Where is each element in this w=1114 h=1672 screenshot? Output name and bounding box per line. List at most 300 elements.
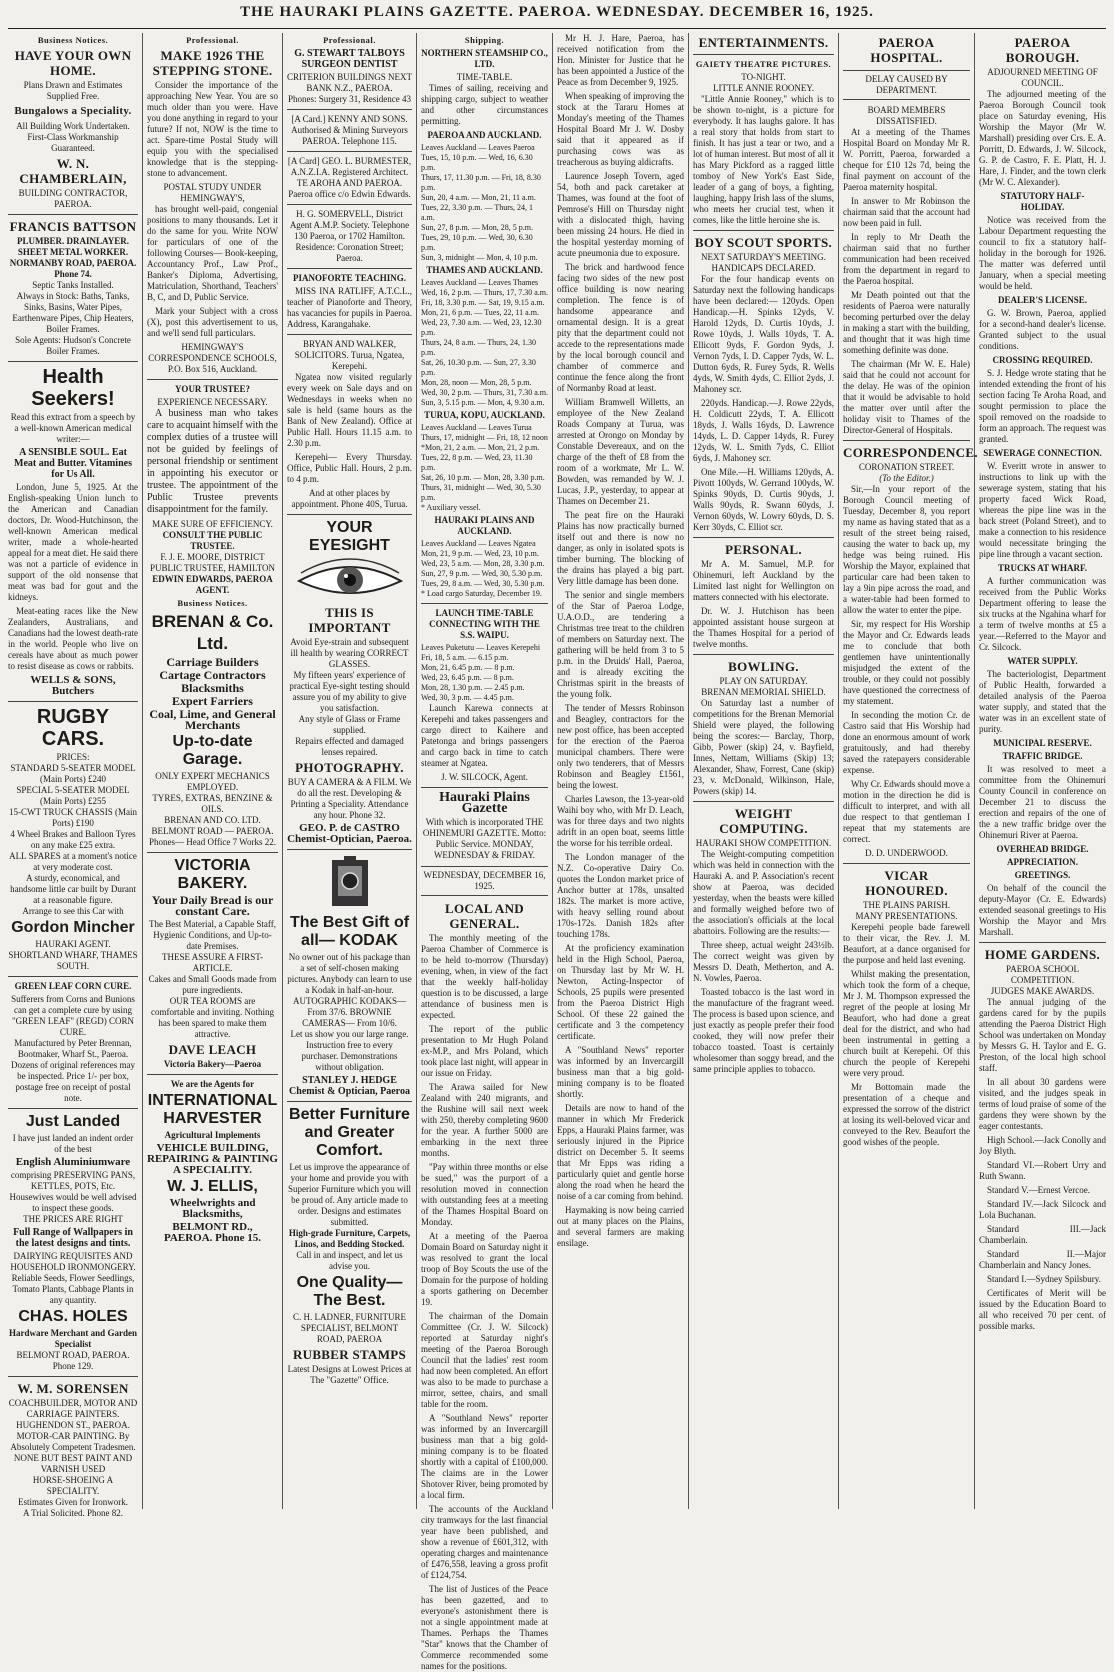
- article-paragraph: Laurence Joseph Tovern, aged 54, both and pack caretaker at Thames, was found at the foot of Pemrose's Hill on Thursday night with a dislocated thigh, having been missing 24 hours. He died in the hospital yesterday morning of acute pneumonia due to exposure.: [557, 171, 684, 258]
- article-paragraph: Mr H. J. Hare, Paeroa, has received notification from the Hon. Minister for Justice that he has been appointed a Justice of the Peace as from December 9, 1925.: [557, 33, 684, 87]
- article-paragraph: Whilst making the presentation, which took the form of a cheque, Mr J. M. Thompson expressed the regret of the people at losing Mr Beaufort, who had done a great deal for the district, and who had been instrumental in getting a church built at Kerepehi. Of this church the people of Kerepehi were very proud.: [843, 969, 970, 1078]
- ad-text: Arrange to see this Car with: [22, 906, 124, 916]
- timetable-row: Tues, 29, 8 a.m. — Wed, 30, 5.30 p.m.: [421, 579, 545, 588]
- ad-headline: WELLS & SONS, Butchers: [30, 674, 116, 697]
- article-paragraph: "Pay within three months or else be sued," was the purport of a resolution moved in connection with outstanding fees at a meeting of the Thames Hospital Board on Monday.: [421, 1162, 548, 1227]
- subheading: (To the Editor.): [879, 473, 934, 483]
- ad-text: Consider the importance of the approaching New Year. You are so much older than you were. Have you done anything in regard to your future? If not, NOW is the time to act. Spare-time Postal Study will equip you with the specialised knowledge that is the stepping-stone to advancement.: [147, 80, 278, 178]
- ad-text: Septic Tanks Installed.: [32, 280, 114, 290]
- divider: [693, 230, 834, 231]
- ad-headline: PHOTOGRAPHY.: [295, 760, 404, 775]
- ad-text: J. W. SILCOCK, Agent.: [441, 772, 528, 782]
- divider: [979, 942, 1106, 943]
- section-label: Business Notices.: [37, 35, 109, 45]
- ad-headline: W. M. SORENSEN: [17, 1381, 129, 1396]
- article-paragraph: Haymaking is now being carried out at many places on the Plains, and several farmers are making ensilage.: [557, 1205, 684, 1248]
- section-heading: CORRESPONDENCE.: [843, 445, 978, 460]
- ad-text: Ngatea now visited regularly every week on Sale days and on Wednesdays in weeks when no sale is held (same hours as the Bank of New Zealand). Office at Public Hall. Hours 11.15 a.m. to 2.30 p.m.: [287, 372, 412, 448]
- timetable-row: Leaves Auckland — Leaves Turua: [421, 423, 532, 432]
- ad-headline: Up-to-date Garage.: [172, 733, 253, 768]
- divider: [421, 787, 548, 788]
- article-paragraph: The monthly meeting of the Paeroa Chamber of Commerce is to be held to-morrow (Thursday) evening, when, in view of the fact that the weekly half-holiday question is to be discussed, a large attendance of business men is expected.: [421, 933, 548, 1020]
- ad-text: Wheelwrights and Blacksmiths,: [169, 1197, 256, 1220]
- timetable-row: Mon, 21, 9 p.m. — Wed, 23, 10 p.m.: [421, 549, 539, 558]
- ad-text: ONLY EXPERT MECHANICS EMPLOYED.: [155, 771, 270, 792]
- ad-headline: INTERNATIONAL HARVESTER: [147, 1092, 278, 1127]
- subheading: DEALER'S LICENSE.: [997, 295, 1088, 305]
- ad-text: Repairs effected and damaged lenses repaired.: [295, 736, 404, 757]
- ad-headline: PIANOFORTE TEACHING.: [292, 273, 407, 283]
- ad-text: HORSE-SHOEING A SPECIALITY.: [32, 1475, 114, 1496]
- subheading: WATER SUPPLY.: [1007, 656, 1078, 666]
- divider: [8, 214, 138, 215]
- article-paragraph: A further communication was received from the Public Works Department offering to lease the six trucks at the Ngahina wharf for a term of twelve months at £5 a year.—Referred to the Mayor and Cr. Silcock.: [979, 576, 1106, 652]
- article-paragraph: The bacteriologist, Department of Public Health, forwarded a detailed analysis of the Paeroa water supply, and stated that the water was in an excellent state of purity.: [979, 669, 1106, 734]
- subheading: CORONATION STREET.: [858, 462, 955, 472]
- ad-headline: VICTORIA BAKERY.: [174, 857, 251, 892]
- timetable-row: Sun, 20, 4 a.m. — Mon, 21, 11 a.m.: [421, 193, 536, 202]
- subheading: PAEROA SCHOOL COMPETITION.: [1006, 964, 1079, 985]
- divider: [147, 1074, 278, 1075]
- ad-headline: MAKE 1926 THE STEPPING STONE.: [152, 48, 273, 78]
- ad-headline: Just Landed: [25, 1113, 121, 1130]
- ad-headline: Health Seekers!: [31, 366, 115, 410]
- ad-text: Agricultural Implements: [164, 1130, 261, 1140]
- ad-text: Victoria Bakery—Paeroa: [163, 1059, 262, 1069]
- article-paragraph: The peat fire on the Hauraki Plains has now practically burned itself out and there is now no danger, as only in isolated spots is timber burning. The blocking of the drains has played a big part. Very little damage has been done.: [557, 510, 684, 586]
- article-paragraph: Mr A. M. Samuel, M.P. for Ohinemuri, left Auckland by the Limited last night for Wellington on matters connected with his electorate.: [693, 559, 834, 602]
- ad-text: CONSULT THE PUBLIC TRUSTEE.: [162, 530, 263, 551]
- subheading: TO-NIGHT.: [741, 72, 786, 82]
- article-paragraph: "Little Annie Rooney," which is to be shown to-night, is a picture for everybody. It has laughs galore. It has a real story that holds from start to finish. It has just a tear or two, and a lot of human interest. But most of all it has Mary Pickford as a ragged little tomboy of New York's East Side, leader of a gang of boys, a fighting, laughing, happy Irish lass of the slums, who meets her crucial test, when it comes, like the little heroine she is.: [693, 94, 834, 225]
- ad-text: EDWIN EDWARDS, PAEROA AGENT.: [152, 574, 273, 595]
- article-paragraph: In all about 30 gardens were visited, and the judges speak in terms of loud praise of some of the gardens they were shown by the eager contestants.: [979, 1077, 1106, 1131]
- column-borough: [974, 33, 1110, 1509]
- divider: [287, 109, 412, 110]
- divider: [8, 701, 138, 702]
- ad-headline: One Quality—The Best.: [296, 1274, 403, 1309]
- ad-headline: YOUR TRUSTEE?: [174, 384, 251, 394]
- subheading: ADJOURNED MEETING OF COUNCIL.: [987, 67, 1098, 88]
- subheading: HANDICAPS DECLARED.: [711, 263, 816, 273]
- ad-headline: HAURAKI PLAINS AND AUCKLAND.: [434, 515, 535, 536]
- column-business-notices: [4, 33, 142, 1518]
- masthead-rule: [8, 28, 1106, 29]
- subheading: CROSSING REQUIRED.: [992, 355, 1093, 365]
- section-label: Shipping.: [464, 35, 505, 45]
- ad-headline: BRENAN & Co. Ltd.: [151, 612, 274, 653]
- article-paragraph: Notice was received from the Labour Department requesting the council to fix a statutory half-holiday in the borough for 1926. The matter was deferred until January, when a special meeting would be held.: [979, 215, 1106, 291]
- subheading: STATUTORY HALF-HOLIDAY.: [1000, 191, 1085, 212]
- ad-text: Always in Stock: Baths, Tanks, Sinks, Basins, Water Pipes, Earthenware Pipes, Chip Heaters, Boiler Frames.: [12, 291, 134, 334]
- ad-text: My fifteen years' experience of practical Eye-sight testing should assure you of my ability to give you satisfaction.: [289, 670, 410, 713]
- section-heading: PERSONAL.: [725, 542, 802, 557]
- ad-text: BELMONT RD., PAEROA. Phone 15.: [164, 1221, 261, 1244]
- article-paragraph: W. Everitt wrote in answer to instructions to link up with the sewerage system, stating that his property faced Wick Road, whereas the pipe line was in the back street (Poland Street), and to make a connection to his residence would necessitate bringing the pipe line through a vacant section.: [979, 461, 1106, 559]
- ad-text: MISS INA RATLIFF, A.T.C.L., teacher of Pianoforte and Theory, has vacancies for pupils in Paeroa. Address, Karangahake.: [287, 286, 412, 329]
- timetable-row: Sun, 27, 8 p.m. — Mon, 28, 5 p.m.: [421, 223, 534, 232]
- divider: [8, 361, 138, 362]
- column-professional: [142, 33, 282, 1509]
- ad-headline: TURUA, KOPU, AUCKLAND.: [424, 410, 545, 420]
- ad-headline: FRANCIS BATTSON: [9, 219, 137, 234]
- subheading: PLAY ON SATURDAY.: [719, 676, 808, 686]
- article-paragraph: On Saturday last a number of competitions for the Brenan Memorial Shield were played, the following being the scores:— Barclay, Thorp, Gibb, Power (skip) 24, v. Bayfield, Innes, Nettam, Williams (Skip) 13; Alexander, Shaw, Forrest, Cane (skip) 23, v. McDonald, Wilkinson, Hale, Powers (skip) 14.: [693, 698, 834, 796]
- subheading: GREETINGS.: [1014, 870, 1071, 880]
- timetable-row: Thurs, 24, 8 a.m. — Thurs, 24, 1.30 p.m.: [421, 338, 536, 357]
- subheading: BOARD MEMBERS DISSATISFIED.: [867, 105, 946, 126]
- article-paragraph: Sir,—In your report of the Borough Council meeting of Tuesday, December 8, you report my name as having stated that as a result of the street being raised, causing the water to back up, my hedge was being ruined. His Worship the Mayor, explained that particular care had been taken to lay a 9in pipe across the road, and a water-table had been formed to allow the water to enter the pipe.: [843, 484, 970, 615]
- subheading: TRUCKS AT WHARF.: [998, 563, 1087, 573]
- ad-text: EXPERIENCE NECESSARY.: [157, 397, 268, 407]
- ad-text: Blacksmiths: [181, 681, 244, 695]
- timetable-row: Thurs, 31, midnight — Wed, 30, 5.30 p.m.: [421, 483, 541, 502]
- subheading: MANY PRESENTATIONS.: [855, 911, 958, 921]
- gazette-motto: With which is incorporated THE OHINEMURI GAZETTE. Motto: Public Service. MONDAY, WEDNESDAY & FRIDAY.: [422, 817, 547, 860]
- article-paragraph: In reply to Mr Death the chairman said that no further communication had been received from the department in regard to the Paeroa hospital.: [843, 232, 970, 286]
- list-item: Standard VI.—Robert Urry and Ruth Swann.: [979, 1160, 1106, 1181]
- eye-icon: [295, 559, 405, 601]
- article-paragraph: Why Cr. Edwards should move a motion in the direction he did is difficult to interpret, and with all due respect to that gentleman I repeat that my statements are correct.: [843, 779, 970, 844]
- divider: [693, 654, 834, 655]
- divider: [147, 852, 278, 853]
- divider: [843, 440, 970, 441]
- timetable-row: Wed, 23, 6.45 p.m. — 8 p.m.: [421, 673, 514, 682]
- ad-text: PRICES:: [56, 752, 90, 762]
- subheading: HAURAKI SHOW COMPETITION.: [695, 838, 832, 848]
- subheading: MUNICIPAL RESERVE.: [993, 738, 1092, 748]
- timetable-row: Leaves Auckland — Leaves Ngatea: [421, 539, 536, 548]
- divider: [287, 849, 412, 850]
- ad-text: MOTOR-CAR PAINTING. By Absolutely Competent Tradesmen.: [10, 1431, 136, 1452]
- ad-text: BELMONT ROAD, PAEROA. Phone 129.: [16, 1350, 130, 1371]
- ad-text: THE PRICES ARE RIGHT: [23, 1214, 123, 1224]
- ad-text: ALL SPARES at a moment's notice at very moderate cost.: [9, 851, 137, 872]
- article-paragraph: The Weight-computing competition which was held in connection with the Hauraki A. and P. Association's recent show at Paeroa, was decided yesterday, when the beasts were killed and formally weighed before two of the association's officials at the local abattoirs. Following are the results:—: [693, 849, 834, 936]
- subheading: APPRECIATION.: [1006, 857, 1079, 867]
- subheading: DELAY CAUSED BY DEPARTMENT.: [843, 70, 970, 100]
- divider: [8, 976, 138, 977]
- ad-text: VEHICLE BUILDING, REPAIRING & PAINTING A SPECIALITY.: [147, 1142, 278, 1176]
- timetable-row: Sun, 3, 5.15 p.m. — Mon, 4, 9.30 a.m.: [421, 398, 545, 407]
- ad-text: 15-CWT TRUCK CHASSIS (Main Ports) £190: [9, 807, 137, 828]
- timetable-row: *Mon, 21, 2 a.m. — Mon, 21, 2 p.m.: [421, 443, 540, 452]
- divider: [287, 268, 412, 269]
- ad-text: A business man who takes care to acquaint himself with the complex duties of a trustee will not be guided by feelings of personal friendship or sentiment in appointing his executor or trustee. The appointment of the Public Trustee prevents disappointment for the family.: [147, 408, 278, 515]
- ad-text: comprising PRESERVING PANS, KETTLES, POTS, Etc. Housewives would be well advised to inspect these goods.: [9, 1170, 137, 1213]
- timetable-row: Mon, 28, noon — Mon, 28, 5 p.m.: [421, 378, 532, 387]
- article-paragraph: 220yds. Handicap.—J. Rowe 22yds, H. Coldicutt 22yds, T. A. Ellicott 18yds, J. Walls 16yds, D. Lawrence 14yds, L. D. Capper 14yds, R. Furey 12yds, W. L. Smith 7yds, C. Elliot 6yds, J. Mahoney scr.: [693, 398, 834, 463]
- list-item: Standard I.—Sydney Spilsbury.: [987, 1274, 1101, 1284]
- divider: [8, 1376, 138, 1377]
- section-label: Professional.: [186, 35, 239, 45]
- ad-text: H. G. SOMERVELL, District Agent A.M.P. Society. Telephone 130 Paeroa, or 1702 Hamilton. Residence: Coronation Street; Paeroa.: [289, 209, 410, 263]
- article-paragraph: A "Southland News" reporter was informed by an Invercargill business man that a big gold-mining company is to be floated shortly.: [557, 1045, 684, 1099]
- ad-headline: LAUNCH TIME-TABLE CONNECTING WITH THE S.S. WAIPU.: [429, 608, 540, 640]
- article-paragraph: It was resolved to meet a committee from the Ohinemuri County Council in conference on December 21 to discuss the erection and repairs of the one of the a new traffic bridge over the Ohinemuri River at Paeroa.: [979, 764, 1106, 840]
- section-heading: PAEROA BOROUGH.: [1005, 35, 1080, 65]
- article-paragraph: At a meeting of the Thames Hospital Board on Monday Mr R. W. Porritt, Paeroa, forwarded a cheque for £10 12s 7d, being the final payment on account of the Paeroa maternity hospital.: [843, 127, 970, 192]
- section-heading: LOCAL AND GENERAL.: [445, 901, 524, 931]
- ad-text: A Trial Solicited. Phone 82.: [22, 1508, 123, 1518]
- article-paragraph: For the four handicap events on Saturday next the following handicaps have been declared:— 120yds. Open Handicap.—H. Spinks 12yds, V. Harold 12yds, D. Curtis 10yds, J. Rowe 10yds, J. Walls 10yds, T. A. Ellicott 9yds, F. Gordon 9yds, J. Vernon 7yds, I. D. Capper 7yds, W. L. Dutton 6yds, R. Furey 5yds, R. Wells 4yds, W. Smith 4yds, C. Elliot 2yds, J. Mahoney scr.: [693, 274, 834, 394]
- timetable-row: Sat, 26, 10 p.m. — Mon, 28, 3.30 p.m.: [421, 473, 545, 482]
- article-paragraph: Mr Death pointed out that the residents of Paeroa were naturally becoming perturbed over the delay in making a start with the building, and thought that it was high time something definite was done.: [843, 290, 970, 355]
- ad-text: Cartage Contractors: [159, 668, 266, 682]
- ad-text: We are the Agents for: [170, 1079, 255, 1089]
- ad-text: London, June 5, 1925. At the English-speaking Union lunch to the American and Canadian doctors, Dr. Wood-Hutchinson, the well-known American medical writer, made a whole-hearted appeal for a meat diet. He said there was not a particle of evidence in support of the old nonsense that meat was bad for gout and the kidneys.: [8, 482, 138, 602]
- ad-text: Launch Karewa connects at Kerepehi and takes passengers and cargo direct to Kaihere and Patetonga and brings passengers and cargo back in time to catch steamer at Ngatea.: [421, 703, 548, 768]
- ad-text: Mark your Subject with a cross (X), post this advertisement to us, and we'll send full particulars.: [147, 306, 278, 338]
- list-item: High School.—Jack Conolly and Joy Blyth.: [979, 1135, 1106, 1156]
- subheading: THE PLAINS PARISH.: [863, 900, 950, 910]
- ad-text: Call in and inspect, and let us advise you.: [296, 1250, 403, 1271]
- timetable-row: Tues, 29, 10 p.m. — Wed, 30, 6.30 p.m.: [421, 233, 533, 252]
- article-paragraph: S. J. Hedge wrote stating that he intended extending the front of his section facing Te Aroha Road, and sought permission to place the spoil removed on the roadside to form an approach. The request was granted.: [979, 368, 1106, 444]
- divider: [147, 379, 278, 380]
- ad-text: COACHBUILDER, MOTOR AND CARRIAGE PAINTERS. HUGHENDON ST., PAEROA.: [8, 1398, 138, 1430]
- ad-text: BUILDING CONTRACTOR, PAEROA.: [18, 188, 128, 209]
- ad-text: PLUMBER. DRAINLAYER. SHEET METAL WORKER. NORMANBY ROAD, PAEROA. Phone 74.: [9, 236, 137, 279]
- section-heading: WEIGHT COMPUTING.: [719, 806, 808, 836]
- ad-text: NONE BUT BEST PAINT AND VARNISH USED: [13, 1453, 133, 1474]
- article-paragraph: Sir, my respect for His Worship the Mayor and Cr. Edwards leads me to conclude that both gentlemen have unintentionally misjudged the extent of the trouble, or they could not possibly have questioned the correctness of my statement.: [843, 619, 970, 706]
- timetable-row: Thurs, 17, 11.30 p.m. — Fri, 18, 8.30 p.m.: [421, 173, 541, 192]
- ad-headline: Bungalows a Speciality.: [14, 105, 132, 117]
- ad-headline: Full Range of Wallpapers in the latest designs and tints.: [13, 1227, 133, 1249]
- ad-text: Let us show you our large range. Instruction free to every purchaser. Demonstrations without obligation.: [290, 1029, 409, 1072]
- ad-text: Kerepehi— Every Thursday. Office, Public Hall. Hours, 2 p.m. to 4 p.m.: [287, 452, 412, 484]
- ad-text: Meat-eating races like the New Zealanders, Australians, and Canadians had the lowest death-rate in the world. People who live on cereals have about as much power to resist disease as cows or rabbits.: [8, 606, 138, 671]
- divider: [693, 54, 834, 55]
- issue-date: WEDNESDAY, DECEMBER 16, 1925.: [421, 866, 548, 896]
- ad-text: BUY A CAMERA & A FILM. We do all the rest. Developing & Printing a Speciality. Attendance any hour. Phone 32.: [287, 777, 412, 820]
- article-paragraph: Three sheep, actual weight 243½lb. The correct weight was given by Messrs D. Death, Metherton, and A. N. Vowles, Paeroa.: [693, 940, 834, 983]
- ad-text: Estimates Given for Ironwork.: [18, 1497, 128, 1507]
- ad-text: I have just landed an indent order of the best: [12, 1133, 134, 1154]
- divider: [693, 801, 834, 802]
- subheading: SEWERAGE CONNECTION.: [983, 448, 1102, 458]
- list-item: Standard V.—Ernest Vercoe.: [987, 1185, 1090, 1195]
- ad-headline: G. STEWART TALBOYS SURGEON DENTIST: [294, 48, 405, 70]
- timetable-row: Leaves Puketutu — Leaves Kerepehi: [421, 643, 541, 652]
- divider: [287, 1101, 412, 1102]
- ad-text: No owner out of his package than a set of self-chosen making pictures. Anybody can learn to use a Kodak in half-an-hour.: [287, 952, 412, 995]
- ad-headline: GREEN LEAF CORN CURE.: [14, 981, 132, 991]
- ad-text: Let us improve the appearance of your home and provide you with Superior Furniture which you will be proud of. Any article made to order. Designs and estimates submitted.: [288, 1162, 411, 1227]
- subheading: LITTLE ANNIE ROONEY.: [712, 83, 815, 93]
- ad-headline: STANLEY J. HEDGE Chemist & Optician, Paeroa: [289, 1075, 410, 1097]
- ad-headline: THAMES AND AUCKLAND.: [426, 265, 543, 275]
- divider: [421, 603, 548, 604]
- article-paragraph: The adjourned meeting of the Paeroa Borough Council took place on Saturday evening, His Worship the Mayor (Mr W. Marshall) presiding over Crs. E. A. Porritt, D. Edwards, J. W. Silcock, G. P. de Castro, F. E. Platt, H. J. Hare, J. Finder, and the town clerk (Mr W. C. Alexander).: [979, 89, 1106, 187]
- list-item: Standard IV.—Jack Silcock and Lola Buchanan.: [979, 1199, 1106, 1220]
- ad-text: High-grade Furniture, Carpets, Linos, and Bedding Stocked.: [288, 1228, 411, 1249]
- subheading: OVERHEAD BRIDGE.: [996, 844, 1089, 854]
- ad-text: C. H. LADNER, FURNITURE SPECIALIST, BELMONT ROAD, PAEROA: [292, 1312, 406, 1344]
- ad-text: Phones— Head Office 7 Works 22.: [149, 837, 276, 847]
- ad-text: THESE ASSURE A FIRST-ARTICLE.: [162, 952, 263, 973]
- ad-text: Carriage Builders: [166, 655, 259, 669]
- ad-text: SPECIAL 5-SEATER MODEL (Main Ports) £255: [16, 785, 130, 806]
- ad-headline: Gordon Mincher: [11, 919, 135, 936]
- article-paragraph: In answer to Mr Robinson the chairman said that the account had now been paid in full.: [843, 196, 970, 228]
- article-paragraph: The annual judging of the gardens cared for by the pupils attending the Paeroa District High School was undertaken on Monday by Messrs G. H. Taylor and E. G. Preston, of the local high school staff.: [979, 997, 1106, 1073]
- ad-text: A sturdy, economical, and handsome little car built by Durant at a reasonable figure.: [10, 873, 136, 905]
- article-paragraph: William Bramwell Willetts, an employee of the New Zealand Roads Company at Turua, was arrested at Orongo on Monday by Constable Devereaux, and on the charge of the theft of £8 from the room of a workmate, Mr L. W. Bowden, was remanded by W. J. Lucas, J.P., yesterday, to appear at Thames on December 21.: [557, 397, 684, 506]
- ad-text: has brought well-paid, congenial positions to many thousands. Let it do the same for you. Write NOW for particulars of one of the following Courses— Book-keeping, Accountancy Prof., Law Prof., Banker's Diploma, Advertising, Matriculation, Shorthand, Teachers' B, C, and D, Public Service.: [147, 204, 278, 302]
- ad-text: CRITERION BUILDINGS NEXT BANK N.Z., PAEROA.: [287, 72, 412, 93]
- column-local-news: [552, 33, 688, 1509]
- article-paragraph: The list of Justices of the Peace has been gazetted, and to everyone's astonishment there is not a single appointment made at Thames. Perhaps the Thames "Star" knows that the Chamber of Commerce recommended some names for the positions.: [421, 1584, 548, 1671]
- ad-headline: RUBBER STAMPS: [292, 1347, 407, 1362]
- article-paragraph: G. W. Brown, Paeroa, applied for a second-hand dealer's license. Granted subject to the usual conditions.: [979, 308, 1106, 351]
- section-heading: BOWLING.: [728, 659, 799, 674]
- section-heading: BOY SCOUT SPORTS.: [694, 235, 833, 250]
- ad-text: Sole Agents: Hudson's Concrete Boiler Frames.: [15, 335, 131, 356]
- ad-text: Avoid Eye-strain and subsequent ill health by wearing CORRECT GLASSES.: [290, 637, 409, 669]
- article-paragraph: The Arawa sailed for New Zealand with 240 migrants, and the Rushine will sail next week with 250, thereby completing 9600 for the year. A further 5000 are embarking in the next three months.: [421, 1082, 548, 1158]
- divider: [843, 863, 970, 864]
- ad-text: STANDARD 5-SEATER MODEL (Main Ports) £240: [10, 763, 136, 784]
- divider: [287, 151, 412, 152]
- ad-text: [A Card.] KENNY AND SONS. Authorised & Mining Surveyors PAEROA. Telephone 115.: [291, 114, 408, 146]
- ad-headline: YOUR EYESIGHT: [309, 519, 390, 554]
- ad-text: BRENAN AND CO. LTD. BELMONT ROAD — PAEROA.: [151, 815, 274, 836]
- ad-text: Your Daily Bread is our constant Care.: [151, 893, 274, 918]
- ad-text: Latest Designs at Lowest Prices at The "Gazette" Office.: [287, 1364, 412, 1385]
- article-paragraph: When speaking of improving the stock at the Tararu Homes at Monday's meeting of the Thames Hospital Board Mr J. W. Dosby said that it appeared as if purchasing cows was as treacherous as buying aldicrafts.: [557, 91, 684, 167]
- timetable-row: Mon, 21, 6.45 p.m. — 8 p.m.: [421, 663, 515, 672]
- signature: D. D. UNDERWOOD.: [865, 848, 948, 858]
- ad-headline: The Best Gift of all— KODAK: [289, 914, 410, 949]
- ad-text: And at other places by appointment. Phone 40S, Turua.: [291, 488, 408, 509]
- timetable-row: Wed, 23, 7.30 a.m. — Wed, 23, 12.30 p.m.: [421, 318, 542, 337]
- ad-text: Sufferers from Corns and Bunions can get a complete cure by using "GREEN LEAF" (REGD) CORN CURE.: [11, 994, 135, 1037]
- timetable-row: Wed, 16, 2 p.m. — Thurs, 17, 7.30 a.m.: [421, 288, 548, 297]
- article-paragraph: At a meeting of the Paeroa Domain Board on Saturday night it was resolved to grant the local troop of Boy Scouts the use of the Domain for the purpose of holding a sports gathering on December 19.: [421, 1231, 548, 1307]
- list-item: Standard II.—Major Chamberlain and Nancy Jones.: [979, 1249, 1106, 1270]
- article-paragraph: Dr. W. J. Hutchison has been appointed assistant house surgeon at the Thames Hospital for a period of twelve months.: [693, 606, 834, 649]
- timetable-row: Sun, 3, midnight — Mon, 4, 10 p.m.: [421, 253, 538, 262]
- section-label: Professional.: [323, 35, 376, 45]
- divider: [287, 514, 412, 515]
- timetable-row: * Auxiliary vessel.: [421, 503, 481, 512]
- ad-headline: English Aluminiumware: [15, 1156, 131, 1168]
- article-paragraph: Certificates of Merit will be issued by the Education Board to all who received 70 per cent. of possible marks.: [979, 1288, 1106, 1331]
- subheading: GAIETY THEATRE PICTURES.: [695, 59, 832, 69]
- article-paragraph: One Mile.—H. Williams 120yds, A. Pivott 100yds, W. Gerrand 100yds, W. Spinks 90yds, D. Curtis 90yds, J. Walls 90yds, R. Swann 60yds, J. Vernon 60yds, W. Lowry 60yds, D. S. Kerr 30yds, C. Elliot scr.: [693, 467, 834, 532]
- article-paragraph: A "Southland News" reporter was informed by an Invercargill business man that a big gold-mining company is to be floated shortly with a capital of £100,000. The claims are in the Lower Shotover River, being promoted by a local firm.: [421, 1413, 548, 1500]
- ad-text: TIME-TABLE.: [456, 72, 513, 82]
- timetable-row: Mon, 28, 1.30 p.m. — 2.45 p.m.: [421, 683, 525, 692]
- timetable-row: Tues, 22, 8 p.m. — Wed, 23, 11.30 p.m.: [421, 453, 533, 472]
- ad-headline: NORTHERN STEAMSHIP CO., LTD.: [421, 48, 548, 69]
- subheading: TRAFFIC BRIDGE.: [1002, 751, 1083, 761]
- ad-text: Phones: Surgery 31, Residence 43: [287, 94, 412, 104]
- timetable-row: Leaves Auckland — Leaves Paeroa: [421, 143, 535, 152]
- ad-headline: GEO. P. de CASTRO Chemist-Optician, Paeroa.: [287, 822, 412, 845]
- divider: [693, 537, 834, 538]
- timetable-row: Wed, 30, 2 p.m. — Thurs, 31, 7.30 a.m.: [421, 388, 548, 397]
- divider: [287, 204, 412, 205]
- ad-text: Times of sailing, receiving and shipping cargo, subject to weather and other circumstances permitting.: [421, 83, 548, 126]
- timetable-row: * Load cargo Saturday, December 19.: [421, 589, 542, 598]
- divider: [287, 334, 412, 335]
- ad-text: OUR TEA ROOMS are comfortable and inviting. Nothing has been spared to make them attractive.: [151, 996, 274, 1039]
- kodak-camera-icon: [328, 854, 372, 910]
- ad-text: 4 Wheel Brakes and Balloon Tyres on any make £25 extra.: [10, 829, 136, 850]
- section-heading: ENTERTAINMENTS.: [698, 35, 829, 50]
- column-shipping: [416, 33, 552, 1671]
- ad-text: F. J. E. MOORE, DISTRICT PUBLIC TRUSTEE, HAMILTON: [149, 552, 276, 573]
- timetable-row: Fri, 18, 3.30 p.m. — Sat, 19, 9.15 a.m.: [421, 298, 545, 307]
- ad-headline: W. N. CHAMBERLAIN,: [19, 156, 127, 186]
- divider: [8, 1108, 138, 1109]
- ad-text: MAKE SURE OF EFFICIENCY.: [152, 519, 273, 529]
- article-paragraph: Mr Bottomain made the presentation of a cheque and expressed the sorrow of the district at losing its well-beloved vicar and conveyed to the Rev. Beaufort the good wishes of the people.: [843, 1082, 970, 1147]
- ad-text: Coal, Lime, and General Merchants: [149, 707, 276, 732]
- gazette-masthead: Hauraki Plains Gazette: [439, 790, 530, 816]
- timetable-row: Mon, 21, 6 p.m. — Tues, 22, 11 a.m.: [421, 308, 539, 317]
- ad-headline: HAVE YOUR OWN HOME.: [14, 48, 132, 78]
- ad-headline: PAEROA AND AUCKLAND.: [427, 130, 542, 140]
- article-paragraph: The report of the public presentation to Mr Hugh Poland ex-M.P., and Mrs Poland, which took place last night, will appear in our issue on Friday.: [421, 1024, 548, 1078]
- ad-text: Cakes and Small Goods made from pure ingredients.: [148, 974, 277, 995]
- column-entertainments: [688, 33, 838, 1509]
- timetable-row: Wed, 23, 5 a.m. — Mon, 28, 3.30 p.m.: [421, 559, 545, 568]
- ad-text: BRYAN AND WALKER, SOLICITORS. Turua, Ngatea, Kerepehi.: [294, 339, 405, 371]
- ad-headline: A SENSIBLE SOUL. Eat Meat and Butter. Vitamines for Us All.: [14, 447, 132, 480]
- article-paragraph: Charles Lawson, the 13-year-old Waihi boy who, with Mr D. Leach, was for three days and two nights adrift in an open boat, seems little the worse for his terrible ordeal.: [557, 794, 684, 848]
- section-label: Business Notices.: [177, 598, 248, 608]
- article-paragraph: The chairman (Mr W. E. Hale) said that he could not account for the delay. He was of the opinion that it would be advisable to hold the matter over until after the holiday visit to Thames of the Director-General of Hospitals.: [843, 359, 970, 435]
- ad-text: Read this extract from a speech by a well-known American medical writer:—: [10, 412, 136, 444]
- ad-headline: RUGBY CARS.: [36, 706, 110, 750]
- timetable-row: Tues, 15, 10 p.m. — Wed, 16, 6.30 p.m.: [421, 153, 533, 172]
- subheading: NEXT SATURDAY'S MEETING.: [701, 252, 826, 262]
- article-paragraph: On behalf of the council the deputy-Mayor (Cr. E. Edwards) extended seasonal greetings to His Worship the Mayor and Mrs Marshall.: [979, 883, 1106, 937]
- ad-text: Plans Drawn and Estimates Supplied Free.: [23, 80, 123, 101]
- article-paragraph: Kerepehi people bade farewell to their vicar, the Rev. J. M. Beaufort, at a dance organised for the purpose and held last evening.: [843, 922, 970, 965]
- article-paragraph: The tender of Messrs Robinson and Beagley, contractors for the new post office, has been accepted for the erection of the Paeroa municipal chambers. There were only two tenderers, that of Messrs Robinson and Beagley £1561, being the lowest.: [557, 703, 684, 790]
- section-heading: HOME GARDENS.: [984, 947, 1101, 962]
- ad-text: Any style of Glass or Frame supplied.: [298, 714, 401, 735]
- section-heading: VICAR HONOURED.: [865, 868, 948, 898]
- ad-text: The Best Material, a Capable Staff, Hygienic Conditions, and Up-to-date Premises.: [148, 919, 277, 951]
- ad-headline: CHAS. HOLES: [18, 1308, 128, 1325]
- ad-text: POSTAL STUDY UNDER HEMINGWAY'S,: [163, 182, 262, 203]
- ad-text: HEMINGWAY'S CORRESPONDENCE SCHOOLS, P.O. Box 516, Auckland.: [148, 342, 277, 374]
- column-professional-2: [282, 33, 416, 1509]
- ad-headline: Better Furniture and Greater Comfort.: [289, 1106, 410, 1159]
- article-paragraph: In seconding the motion Cr. de Castro said that His Worship had done an enormous amount of work gratuitously, and had thereby saved the ratepayers considerable expense.: [843, 710, 970, 775]
- article-paragraph: The accounts of the Auckland city tramways for the last financial year have been published, and show a revenue of £601,312, with operating charges and maintenance of £476,558, leaving a gross profit of £124,754.: [421, 1504, 548, 1580]
- ad-headline: DAVE LEACH: [168, 1042, 257, 1057]
- ad-headline: W. J. ELLIS,: [167, 1178, 258, 1195]
- ad-text: AUTOGRAPHIC KODAKS— From 37/6. BROWNIE CAMERAS— From 10/6.: [292, 996, 407, 1028]
- timetable-row: Thurs, 17, midnight — Fri, 18, 12 noon: [421, 433, 548, 442]
- ad-text: DAIRYING REQUISITES AND HOUSEHOLD IRONMONGERY. Reliable Seeds, Flower Seedlings, Tomato Plants, Cabbage Plants in any quantity.: [10, 1251, 136, 1305]
- column-hospital: [838, 33, 978, 1509]
- ad-text: [A Card] GEO. L. BURMESTER, A.N.Z.I.A. Registered Architect. TE AROHA AND PAEROA. Paeroa office c/o Edwin Edwards.: [287, 156, 412, 199]
- timetable-row: Fri, 18, 5 a.m. — 6.15 p.m.: [421, 653, 509, 662]
- ad-text: TYRES, EXTRAS, BENZINE & OILS.: [152, 793, 273, 814]
- timetable-row: Wed, 30, 3 p.m. — 4.45 p.m.: [421, 693, 514, 702]
- ad-headline: THIS IS IMPORTANT: [308, 605, 391, 635]
- ad-text: All Building Work Undertaken. First-Class Workmanship Guaranteed.: [16, 121, 130, 153]
- ad-text: Expert Farriers: [172, 694, 253, 708]
